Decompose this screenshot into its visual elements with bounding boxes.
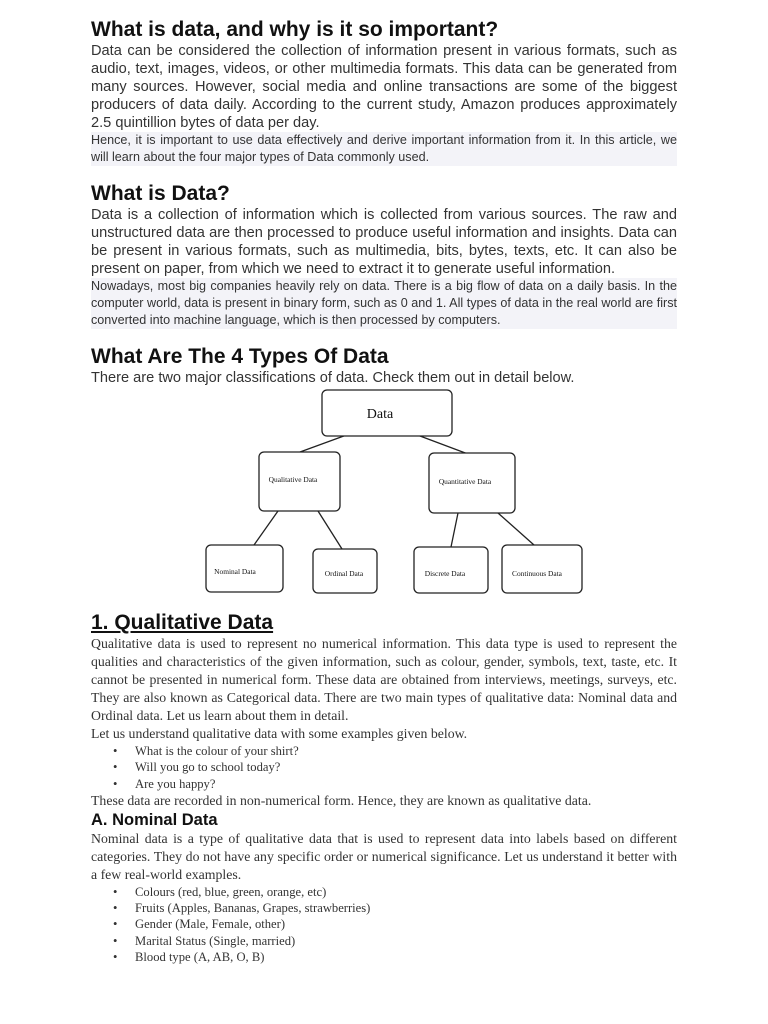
paragraph: There are two major classifications of data. Check them out in detail below. xyxy=(91,370,575,386)
paragraph: Data can be considered the collection of information present in various formats, such as audio, text, images, videos, or other multimedia formats. This data can be generated from many sources. However, social media and online transactions are some of the biggest producers of data daily. According to the current study, Amazon produces approximately 2.5 quintillion bytes of data per day. xyxy=(91,43,677,131)
data-types-diagram xyxy=(0,387,768,597)
list-item: • Marital Status (Single, married) xyxy=(135,933,677,949)
section-heading-qualitative-data: 1. Qualitative Data xyxy=(91,611,274,634)
node-data-label: Data xyxy=(366,407,394,422)
section-heading-importance: What is data, and why is it so important? xyxy=(91,18,499,41)
paragraph: Let us understand qualitative data with some examples given below. xyxy=(91,726,468,741)
paragraph: Nominal data is a type of qualitative data that is used to represent data into labels based on different categories. They do not have any specific order or numerical significance. Let us understand it better with a few real-world examples. xyxy=(91,830,677,882)
document-page xyxy=(91,18,677,965)
paragraph: Data is a collection of information which is collected from various sources. The raw and unstructured data are then processed to produce useful information and insights. Data can be present in various formats, such as multimedia, bits, bytes, texts, etc. It can also be present on paper, from which we need to extract it to generate useful information. xyxy=(91,207,677,277)
highlighted-paragraph: Nowadays, most big companies heavily rely on data. There is a big flow of data on a daily basis. In the computer world, data is present in binary form, such as 0 and 1. All types of data in the real world are first converted into machine language, which is then processed by computers. xyxy=(91,279,677,327)
section-heading-what-is-data: What is Data? xyxy=(91,182,230,205)
node-nominal-label: Nominal Data xyxy=(214,567,256,576)
paragraph: These data are recorded in non-numerical form. Hence, they are known as qualitative data. xyxy=(91,792,592,808)
qualitative-examples-list xyxy=(91,743,677,792)
section-heading-nominal-data: A. Nominal Data xyxy=(91,810,218,829)
list-item: • Will you go to school today? xyxy=(135,759,677,775)
node-qualitative-label: Qualitative Data xyxy=(268,475,318,484)
node-discrete-label: Discrete Data xyxy=(424,569,466,578)
node-ordinal-label: Ordinal Data xyxy=(324,569,364,578)
list-item: • Fruits (Apples, Bananas, Grapes, strawberries) xyxy=(135,900,677,916)
paragraph: Qualitative data is used to represent no numerical information. This data type is used to represent the qualities and characteristics of the given information, such as colour, gender, symbols, text, taste, etc. It cannot be presented in numerical form. These data are obtained from interviews, meetings, surveys, etc. They are also known as Categorical data. There are two main types of qualitative data: Nominal data and Ordinal data. Let us learn about them in detail. xyxy=(91,636,677,723)
list-item: • Blood type (A, AB, O, B) xyxy=(135,949,677,965)
highlighted-paragraph: Hence, it is important to use data effectively and derive important information from it. In this article, we will learn about the four major types of Data commonly used. xyxy=(91,133,677,164)
list-item: • Are you happy? xyxy=(135,776,677,792)
node-continuous-label: Continuous Data xyxy=(512,569,562,578)
node-quantitative-label: Quantitative Data xyxy=(438,477,492,486)
nominal-examples-list xyxy=(91,884,677,965)
list-item: • Colours (red, blue, green, orange, etc) xyxy=(135,884,677,900)
section-heading-types-of-data: What Are The 4 Types Of Data xyxy=(91,345,389,368)
list-item: • Gender (Male, Female, other) xyxy=(135,916,677,932)
list-item: • What is the colour of your shirt? xyxy=(135,743,677,759)
